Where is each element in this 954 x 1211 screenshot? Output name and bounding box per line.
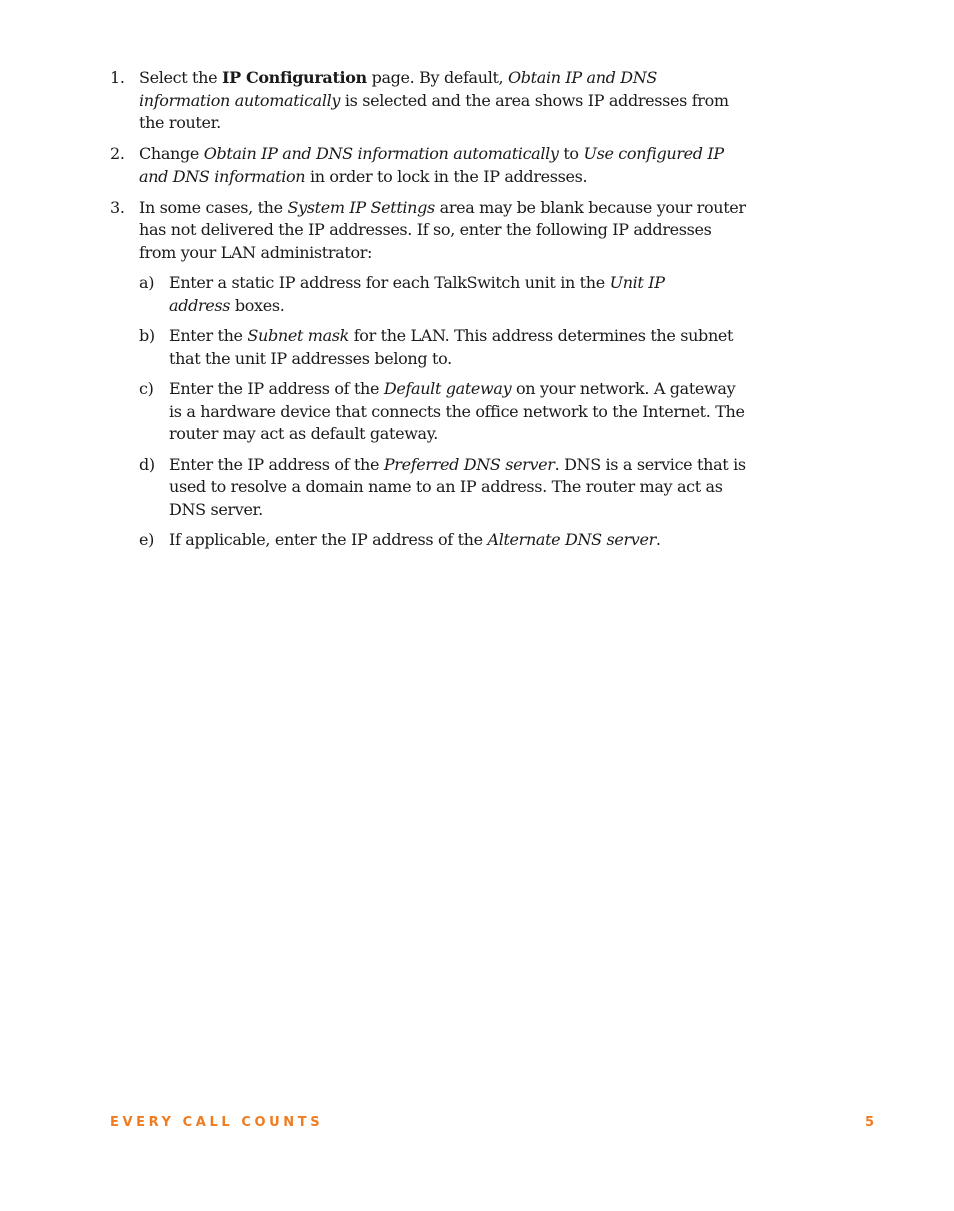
sub-list-item — [139, 378, 750, 446]
sub-step-text: Enter the IP address of the Default gateway on your network. A gateway is a hardware device that connects the office network to the Internet. The router may act as default gateway. — [169, 379, 745, 443]
sub-list-item — [139, 529, 750, 552]
field-name: Alternate DNS server — [487, 530, 656, 549]
sub-list-item — [139, 454, 750, 522]
sub-list-item — [139, 325, 750, 370]
list-item — [110, 197, 750, 560]
step-number: 3. — [110, 197, 125, 217]
sub-step-text: If applicable, enter the IP address of the Alternate DNS server. — [169, 530, 661, 549]
step-number: 1. — [110, 68, 125, 87]
list-item — [110, 143, 750, 188]
sub-step-letter: e) — [139, 530, 155, 549]
step-text: Select the IP Configuration page. By default, Obtain IP and DNS information automatically is selected and the area shows IP addresses from the router. — [139, 68, 729, 132]
page-name: IP Configuration — [221, 68, 367, 87]
footer-tagline: EVERY CALL COUNTS — [110, 1115, 324, 1130]
sub-list-item — [139, 272, 750, 317]
sub-step-text: Enter a static IP address for each TalkSwitch unit in the Unit IP address boxes. — [169, 273, 665, 315]
field-name: Unit IP address — [169, 273, 665, 315]
option-name: Obtain IP and DNS information automatically — [203, 144, 559, 163]
area-name: System IP Settings — [287, 197, 435, 217]
instruction-list — [110, 67, 750, 568]
sub-step-letter: d) — [139, 454, 155, 474]
step-text: Change Obtain IP and DNS information automatically to Use configured IP and DNS information in order to lock in the IP addresses. — [139, 144, 724, 186]
sub-step-letter: c) — [139, 379, 154, 398]
sub-step-letter: a) — [139, 273, 155, 292]
sub-list — [139, 272, 750, 552]
field-name: Preferred DNS server — [383, 454, 555, 474]
page-number: 5 — [864, 1115, 874, 1130]
sub-step-text: Enter the Subnet mask for the LAN. This address determines the subnet that the unit IP addresses belong to. — [169, 326, 734, 368]
field-name: Default gateway — [383, 379, 512, 398]
field-name: Subnet mask — [247, 326, 349, 345]
list-item — [110, 67, 750, 135]
sub-step-letter: b) — [139, 326, 155, 345]
sub-step-text: Enter the IP address of the Preferred DNS server. DNS is a service that is used to resolve a domain name to an IP address. The router may act as DNS server. — [169, 454, 746, 519]
option-name: Use configured IP and DNS information — [139, 144, 724, 186]
step-text: In some cases, the System IP Settings area may be blank because your router has not delivered the IP addresses. If so, enter the following IP addresses from your LAN administrator: a) Enter a static IP address for each TalkSwitch unit in the Unit IP address boxes. b) Enter the Subnet mask for the LAN. This address determines the subnet that the unit IP addresses belong to. c) Enter the IP address of the Default gateway on your network. A gateway is a hardware device that connects the office network to the Internet. The router may act as default gateway. d) Enter the IP address of the Preferred DNS server. DNS is a service that is used to resolve a domain name to an IP address. The router may act as DNS server. e) If applicable, enter the IP address of the Alternate DNS server. — [139, 197, 750, 560]
step-number: 2. — [110, 144, 125, 163]
option-name: Obtain IP and DNS information automatically — [139, 68, 658, 110]
